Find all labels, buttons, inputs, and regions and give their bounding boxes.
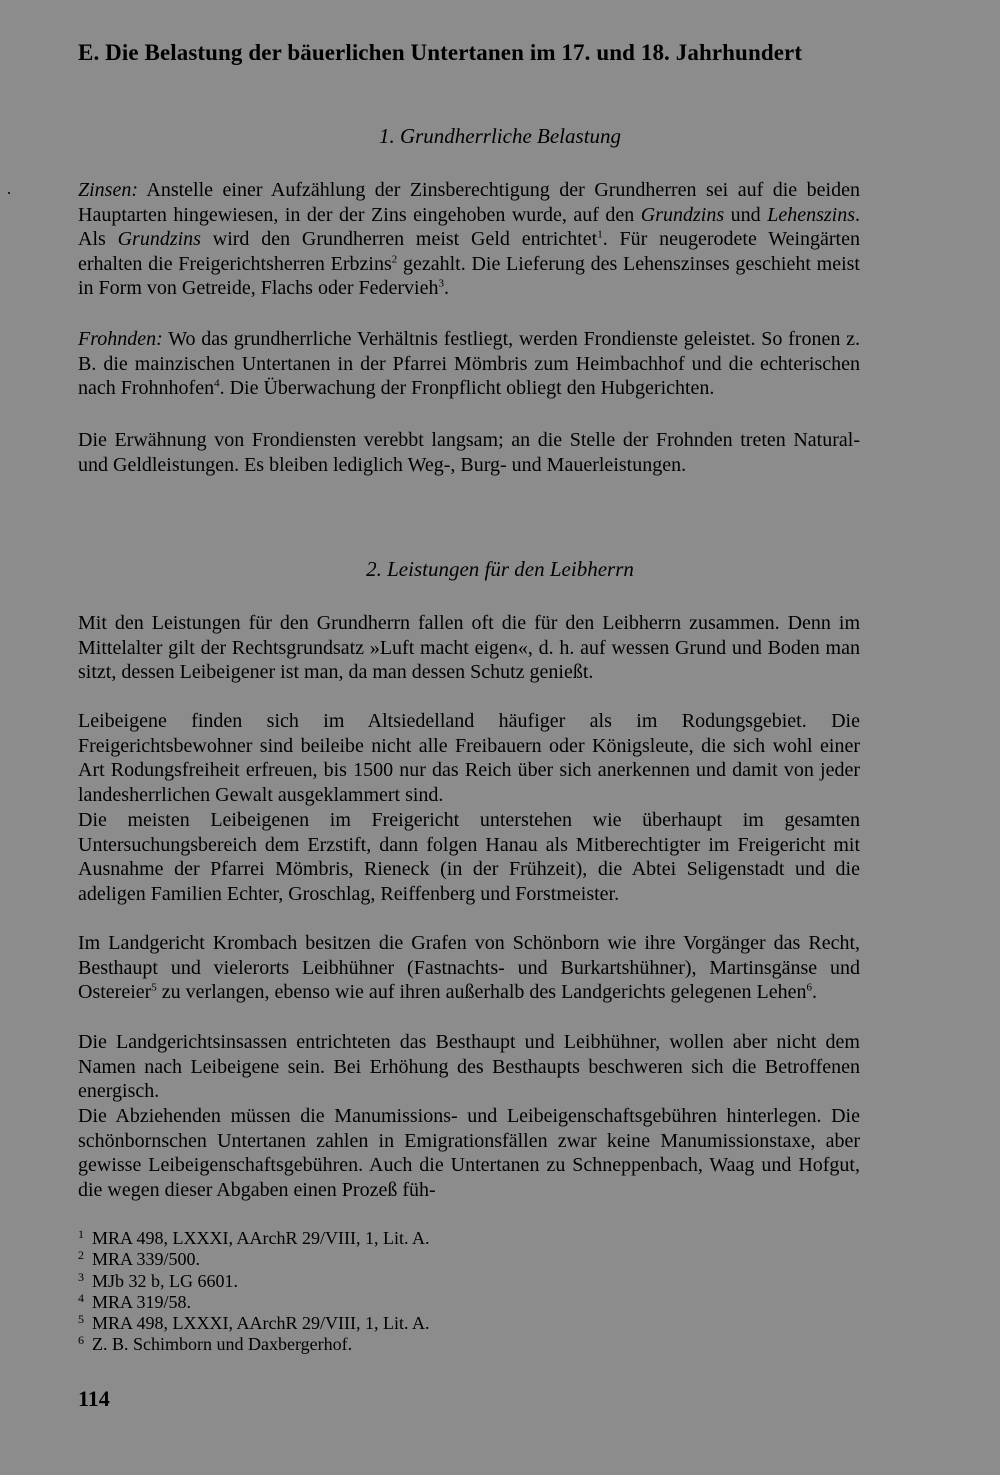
section-title-1: 1. Grundherrliche Belastung: [378, 124, 622, 148]
paragraph-freigericht: Die meisten Leibeigenen im Freigericht unterstehen wie überhaupt im gesamten Untersuchungsbereich dem Erzstift, dann folgen Hanau als Mitberechtigter im Freigericht mit Ausnahme der Pfarrei Mömbris, Rieneck (in der Frühzeit), die Abtei Seligenstadt und die adeligen Familien Echter, Groschlag, Reiffenberg und Forstmeister.: [78, 809, 860, 905]
chapter-title: E. Die Belastung der bäuerlichen Untertanen im 17. und 18. Jahrhundert: [78, 40, 803, 65]
page-number: 114: [78, 1386, 110, 1411]
paragraph-altsiedelland: Leibeigene finden sich im Altsiedelland häufiger als im Rodungsgebiet. Die Freigerichtsbewohner sind beileibe nicht alle Freibauern oder Königsleute, die sich wohl einer Art Rodungsfreiheit erfreuen, bis 1500 nur das Reich über sich anerkennen und damit von jeder landesherrlichen Gewalt ausgeklammert sind.: [78, 710, 860, 806]
paragraph-krombach: Im Landgericht Krombach besitzen die Grafen von Schönborn wie ihre Vorgänger das Recht, Besthaupt und vielerorts Leibhühner (Fastnachts- und Burkartshühner), Martinsgänse und Ostereier$^5$ zu verlangen, ebenso wie auf ihren außerhalb des Landgerichts gelegenen Lehen$^6$.: [78, 932, 860, 1004]
footnote: 4 MRA 319/58.: [78, 1290, 192, 1312]
footnotes: [78, 1228, 860, 1356]
paragraph-frohnden: Frohnden: Wo das grundherrliche Verhältnis festliegt, werden Frondienste geleistet. So fronen z. B. die mainzischen Untertanen in der Pfarrei Mömbris zum Heimbachhof und die echterischen nach Frohnhofen$^4$. Die Überwachung der Fronpflicht obliegt den Hubgerichten.: [78, 328, 860, 400]
paragraph-leibherr-intro: Mit den Leistungen für den Grundherrn fallen oft die für den Leibherrn zusammen. Denn im Mittelalter gilt der Rechtsgrundsatz »Luft macht eigen«, d. h. auf wessen Grund und Boden man sitzt, dessen Leibeigener ist man, da man dessen Schutz genießt.: [78, 612, 860, 684]
scan-speck: [8, 192, 10, 194]
footnote: 1 MRA 498, LXXXI, AArchR 29/VIII, 1, Lit. A.: [78, 1227, 430, 1248]
footnote: 3 MJb 32 b, LG 6601.: [78, 1269, 239, 1291]
paragraph-abziehende: Die Abziehenden müssen die Manumissions- und Leibeigenschaftsgebühren hinterlegen. Die schönbornschen Untertanen zahlen in Emigrationsfällen zwar keine Manumissionstaxe, aber gewisse Leibeigenschaftsgebühren. Auch die Untertanen zu Schneppenbach, Waag und Hofgut, die wegen dieser Abgaben einen Prozeß füh-: [78, 1105, 860, 1201]
footnote: 6 Z. B. Schimborn und Daxbergerhof.: [78, 1333, 353, 1355]
paragraph-frondienste: Die Erwähnung von Frondiensten verebbt langsam; an die Stelle der Frohnden treten Natural- und Geldleistungen. Es bleiben lediglich Weg-, Burg- und Mauerleistungen.: [78, 429, 860, 476]
footnote: 2 MRA 339/500.: [78, 1248, 201, 1270]
paragraph-zinsen: Zinsen: Anstelle einer Aufzählung der Zinsberechtigung der Grundherren sei auf die beiden Hauptarten hingewiesen, in der der Zins eingehoben wurde, auf den Grundzins und Lehenszins. Als Grundzins wird den Grundherren meist Geld entrichtet$^1$. Für neugerodete Weingärten erhalten die Freigerichtsherren Erbzins$^2$ gezahlt. Die Lieferung des Lehenszinses geschieht meist in Form von Getreide, Flachs oder Federvieh$^3$.: [78, 179, 860, 300]
section-title-2: 2. Leistungen für den Leibherrn: [366, 557, 634, 581]
footnote: 5 MRA 498, LXXXI, AArchR 29/VIII, 1, Lit. A.: [78, 1312, 430, 1334]
paragraph-landgericht: Die Landgerichtsinsassen entrichteten das Besthaupt und Leibhühner, wollen aber nicht dem Namen nach Leibeigene sein. Bei Erhöhung des Besthaupts beschweren sich die Betroffenen energisch.: [78, 1031, 860, 1103]
